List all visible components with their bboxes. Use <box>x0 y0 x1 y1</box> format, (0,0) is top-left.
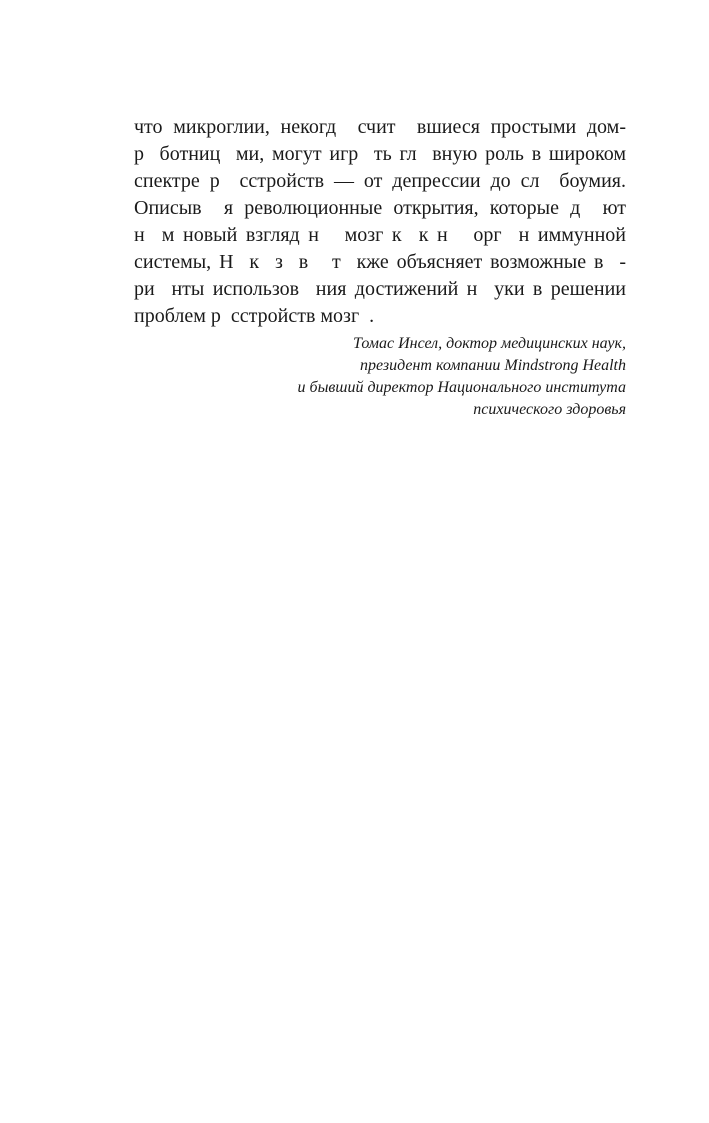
attribution-position: президент компании Mindstrong Health <box>359 357 626 374</box>
paragraph-line: ри нты использов ния достижений н уки в решении <box>134 278 626 300</box>
paragraph-line: н м новый взгляд н мозг к к н орг н иммунной <box>134 224 626 246</box>
attribution-name: Томас Инсел, доктор медицинских наук, <box>353 335 626 352</box>
attribution-former-role: и бывший директор Национального института <box>297 379 626 396</box>
paragraph-line: Описыв я революционные открытия, которые д ют <box>134 197 626 219</box>
paragraph-line: р ботниц ми, могут игр ть гл вную роль в широком <box>134 143 626 165</box>
paragraph-line: спектре р сстройств — от депрессии до сл боумия. <box>134 170 626 192</box>
paragraph-line: проблем р сстройств мозг . <box>134 305 375 327</box>
body-paragraph <box>134 114 626 330</box>
quote-attribution <box>134 333 626 421</box>
paragraph-line: что микроглии, некогд счит вшиеся простыми дом- <box>134 116 626 138</box>
paragraph-line: системы, Н к з в т кже объясняет возможные в - <box>134 251 626 273</box>
attribution-institute: психического здоровья <box>473 401 626 418</box>
